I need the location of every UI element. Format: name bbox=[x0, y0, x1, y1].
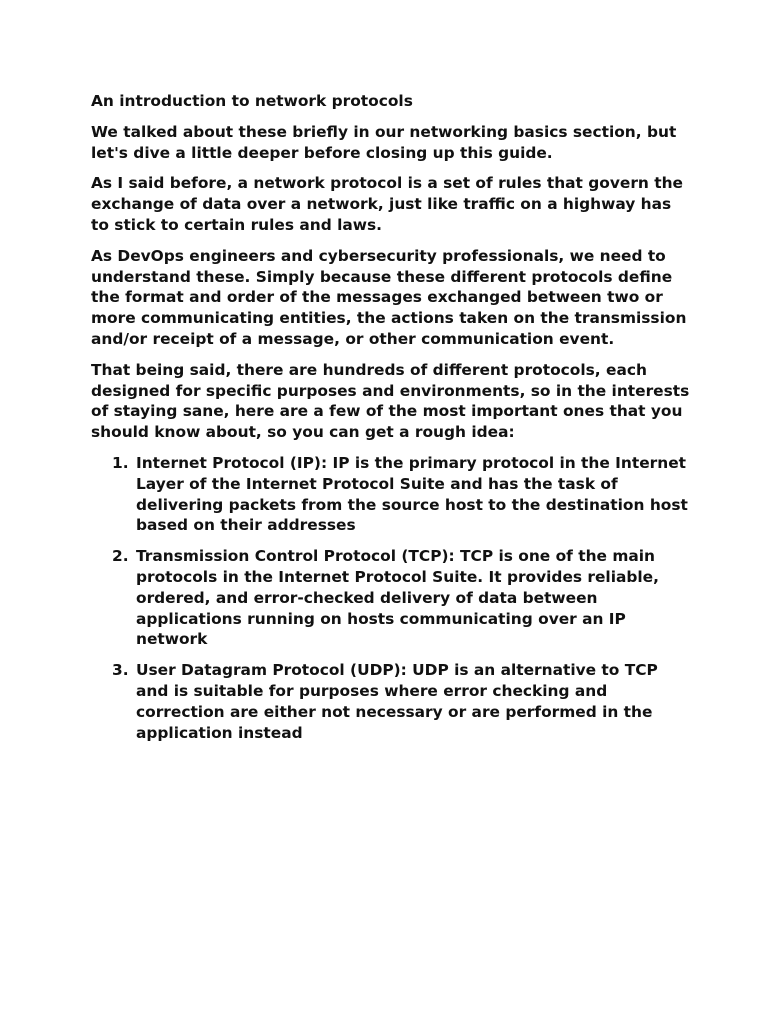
list-item-text: User Datagram Protocol (UDP): UDP is an alternative to TCP and is suitable for purposes where error checking and correction are either not necessary or are performed in the application instead bbox=[136, 661, 658, 742]
list-item-number: 2. bbox=[112, 547, 129, 566]
list-item-number: 3. bbox=[112, 661, 129, 680]
paragraph-importance: As DevOps engineers and cybersecurity professionals, we need to understand these. Simply because these different protocols define the format and order of the messages exchanged between two or more communicating entities, the actions taken on the transmission and/or receipt of a message, or other communication event. bbox=[91, 246, 687, 348]
paragraph-definition: As I said before, a network protocol is a set of rules that govern the exchange of data over a network, just like traffic on a highway has to stick to certain rules and laws. bbox=[91, 174, 683, 234]
protocol-list bbox=[91, 453, 691, 743]
document-page bbox=[91, 91, 691, 753]
list-item bbox=[112, 453, 691, 536]
list-item-text: Transmission Control Protocol (TCP): TCP is one of the main protocols in the Internet Protocol Suite. It provides reliable, ordered, and error-checked delivery of data between applications running on hosts communicating over an IP network bbox=[136, 547, 659, 649]
document-title: An introduction to network protocols bbox=[91, 92, 413, 110]
list-item bbox=[112, 660, 691, 743]
paragraph-intro: We talked about these briefly in our networking basics section, but let's dive a little deeper before closing up this guide. bbox=[91, 122, 677, 162]
paragraph-overview: That being said, there are hundreds of different protocols, each designed for specific purposes and environments, so in the interests of staying sane, here are a few of the most important ones that you should know about, so you can get a rough idea: bbox=[91, 360, 690, 442]
list-item-text: Internet Protocol (IP): IP is the primary protocol in the Internet Layer of the Internet Protocol Suite and has the task of delivering packets from the source host to the destination host based on their addresses bbox=[136, 453, 688, 535]
list-item-number: 1. bbox=[112, 453, 129, 472]
list-item bbox=[112, 546, 691, 650]
